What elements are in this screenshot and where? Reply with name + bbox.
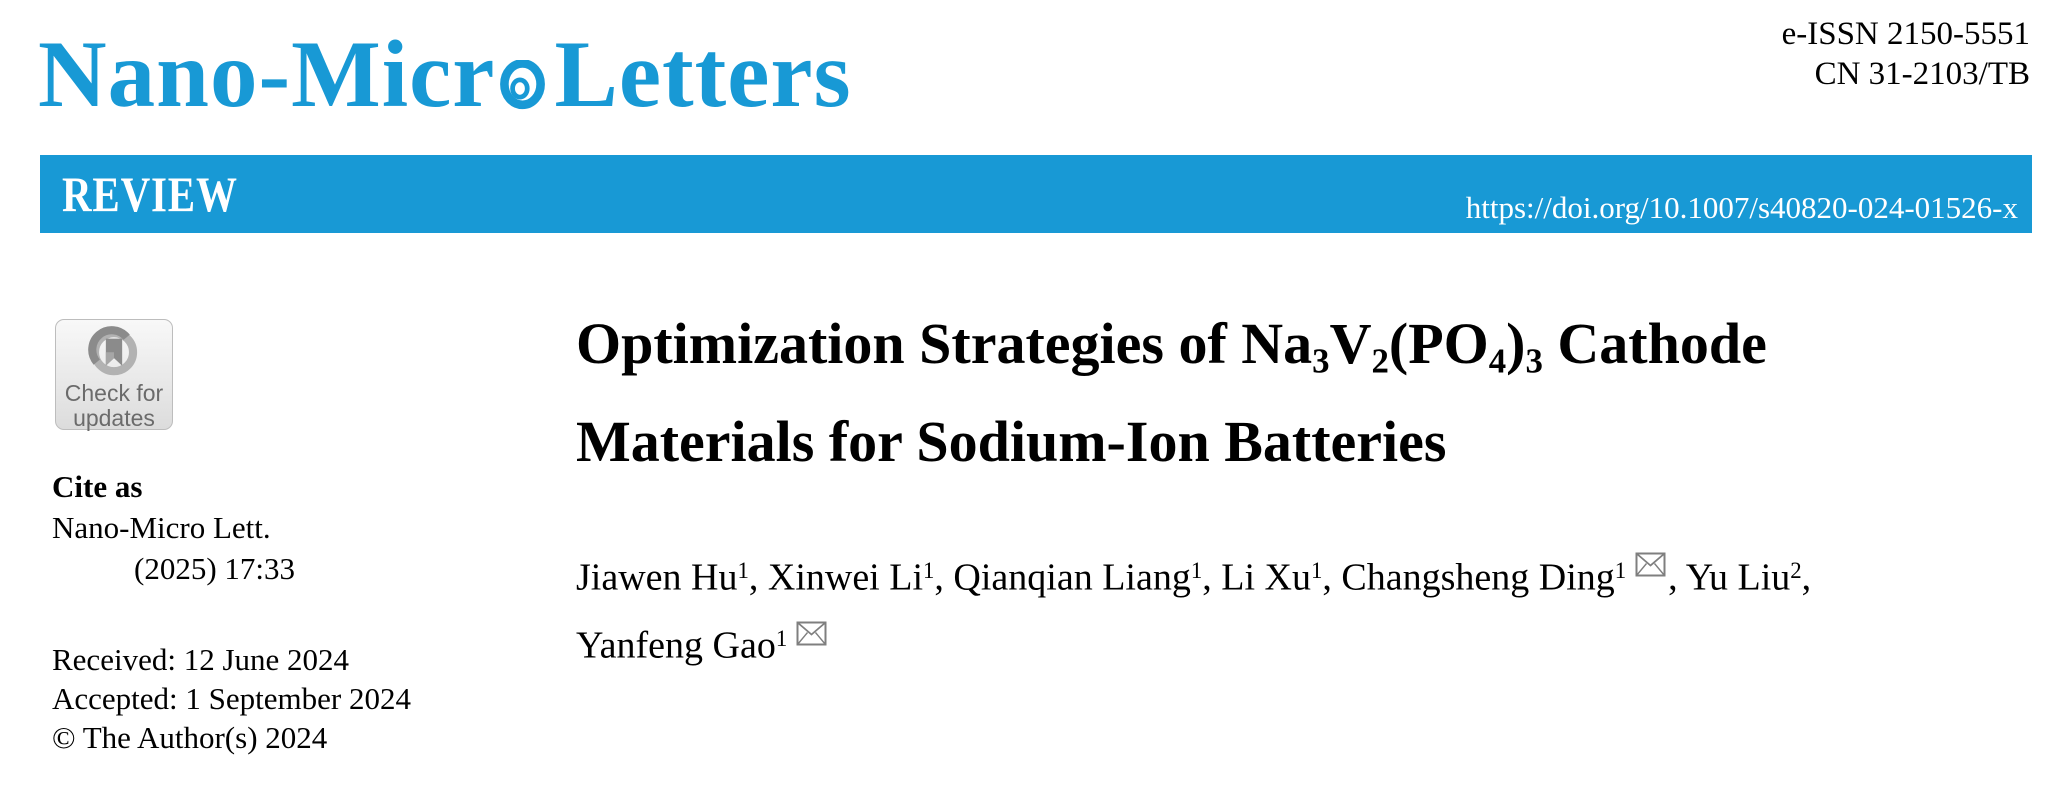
check-for-updates-line2: updates <box>73 405 155 431</box>
text-segment: , Li Xu <box>1202 556 1311 599</box>
text-supscript: 1 <box>1190 558 1203 583</box>
envelope-icon[interactable] <box>1635 552 1666 577</box>
received-date: Received: 12 June 2024 <box>52 642 350 677</box>
text-line <box>576 608 1986 676</box>
text-segment: Jiawen Hu <box>576 556 738 599</box>
text-subscript: 2 <box>1371 341 1389 381</box>
journal-logo <box>38 22 852 127</box>
text-segment: , <box>1801 556 1812 599</box>
check-for-updates-label <box>65 381 163 431</box>
text-subscript: 3 <box>1312 341 1330 381</box>
cite-as-label: Cite as <box>52 469 143 504</box>
check-for-updates-line1: Check for <box>64 380 164 406</box>
text-segment: Materials for Sodium-Ion Batteries <box>576 408 1447 474</box>
copyright-notice: © The Author(s) 2024 <box>52 720 328 755</box>
text-subscript: 3 <box>1525 341 1543 381</box>
text-supscript: 1 <box>737 558 749 583</box>
text-subscript: 4 <box>1488 341 1507 381</box>
text-supscript: 1 <box>1310 558 1323 583</box>
text-supscript: 2 <box>1790 558 1802 583</box>
text-segment: , Changsheng Ding <box>1322 556 1615 599</box>
crossmark-bookmark-icon <box>85 325 143 383</box>
text-line <box>576 540 1986 608</box>
journal-logo-prefix: Nano-Micr <box>38 21 496 127</box>
cite-journal-name: Nano-Micro Lett. <box>52 510 271 545</box>
text-segment: ) <box>1506 311 1526 376</box>
eissn-text: e-ISSN 2150-5551 <box>1781 16 2030 52</box>
text-supscript: 1 <box>923 558 935 583</box>
text-segment: , Xinwei Li <box>748 556 924 599</box>
text-segment: Yanfeng Gao <box>576 624 776 667</box>
journal-identifiers <box>1782 14 2030 94</box>
text-segment: , Yu Liu <box>1668 556 1791 599</box>
article-title <box>576 304 1976 482</box>
citation-block <box>52 466 295 589</box>
text-line <box>576 402 1976 482</box>
text-line <box>576 304 1976 402</box>
author-list <box>576 540 1986 677</box>
text-segment: (PO <box>1388 311 1489 376</box>
swirl-o-icon <box>499 60 546 110</box>
text-segment: Cathode <box>1542 311 1767 376</box>
article-history-block <box>52 640 411 757</box>
text-segment: V <box>1329 311 1372 376</box>
check-for-updates-button[interactable] <box>55 319 173 430</box>
article-type-label: REVIEW <box>62 166 238 222</box>
envelope-icon[interactable] <box>796 621 827 646</box>
text-segment: Optimization Strategies of Na <box>576 311 1313 376</box>
doi-link[interactable]: https://doi.org/10.1007/s40820-024-01526-x <box>1465 190 2018 225</box>
text-supscript: 1 <box>1614 558 1627 583</box>
journal-logo-suffix: Letters <box>554 21 852 127</box>
text-supscript: 1 <box>775 626 788 652</box>
cn-number-text: CN 31-2103/TB <box>1814 56 2030 92</box>
text-segment: , Qianqian Liang <box>934 556 1191 599</box>
article-type-banner <box>40 155 2032 233</box>
cite-volume-ref: (2025) 17:33 <box>134 551 296 586</box>
accepted-date: Accepted: 1 September 2024 <box>52 681 411 716</box>
